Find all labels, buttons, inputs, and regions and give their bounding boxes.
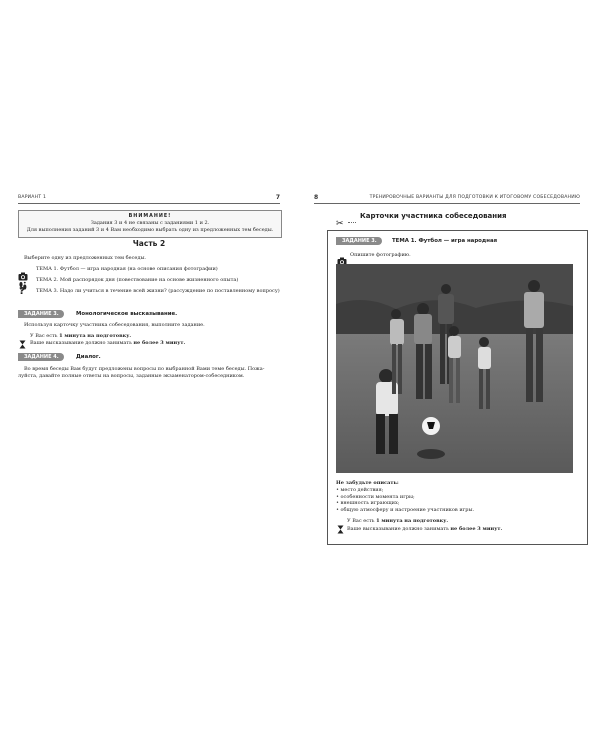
task-3-title: Монологическое высказывание. — [76, 311, 178, 317]
reminder-list — [336, 487, 474, 513]
football-photo — [336, 264, 573, 473]
topic-1-text: Футбол — игра народная (на основе описания фотографии) — [59, 266, 218, 272]
topic-1-label: ТЕМА 1. — [36, 266, 59, 272]
task-3-text: Используя карточку участника собеседования, выполните задание. — [24, 322, 205, 328]
list-item: • общую атмосферу и настроение участников игры. — [336, 506, 475, 513]
list-item: • особенности момента игры; — [336, 493, 415, 500]
card-title: Карточки участника собеседования — [360, 212, 507, 220]
task-3-limit — [30, 340, 185, 347]
notice-title: ВНИМАНИЕ! — [128, 214, 172, 219]
camera-icon — [18, 266, 28, 276]
topic-3-label: ТЕМА 3. — [36, 288, 59, 294]
list-item: • внешность играющих; — [336, 500, 400, 506]
topic-2 — [36, 277, 238, 284]
card-task-badge: ЗАДАНИЕ 3. — [336, 237, 382, 245]
notice-line-2: Для выполнения заданий 3 и 4 Вам необходимо выбрать одну из предложенных тем беседы. — [26, 227, 274, 233]
topic-2-text: Мой распорядок дня (повествование на основе жизненного опыта) — [59, 277, 239, 283]
question-icon: ? — [19, 286, 25, 297]
task-4-title: Диалог. — [76, 354, 101, 360]
task-3-limit-bold: не более 3 минут. — [133, 340, 186, 346]
task-4-text-1: Во время беседы Вам будут предложены вопросы по выбранной Вами теме беседы. Пожа- — [24, 366, 265, 372]
list-item: • место действия; — [336, 487, 384, 493]
card-limit-bold: не более 3 минут. — [450, 526, 503, 532]
card-time-prefix: У Вас есть — [347, 518, 377, 524]
task-3-badge: ЗАДАНИЕ 3. — [18, 310, 64, 318]
task-4-text-2: луйста, давайте полные ответы на вопросы, заданные экзаменатором-собеседником. — [18, 373, 245, 379]
cut-line — [348, 222, 356, 223]
card-limit-prefix: Ваше высказывание должно занимать — [347, 526, 451, 532]
left-running-header — [18, 194, 280, 204]
right-page-number: 8 — [314, 194, 319, 201]
hourglass-icon — [337, 519, 347, 529]
header-rule — [18, 203, 280, 204]
reminder-title: Не забудьте описать: — [336, 480, 399, 486]
topic-3 — [36, 288, 280, 295]
notice-box — [18, 210, 282, 238]
instruction-text: Выберите одну из предложенных тем беседы. — [24, 255, 147, 261]
right-page — [300, 0, 600, 750]
task-3-time — [30, 333, 131, 340]
card-time — [347, 518, 448, 525]
task-3-limit-prefix: Ваше высказывание должно занимать — [30, 340, 134, 346]
card-limit — [347, 526, 502, 533]
describe-instruction: Опишите фотографию. — [350, 252, 411, 258]
card-topic: ТЕМА 1. Футбол — игра народная — [392, 238, 498, 244]
topic-2-label: ТЕМА 2. — [36, 277, 59, 283]
book-title-header: ТРЕНИРОВОЧНЫЕ ВАРИАНТЫ ДЛЯ ПОДГОТОВКИ К ИТОГОВОМУ СОБЕСЕДОВАНИЮ — [369, 195, 580, 200]
hourglass-icon — [19, 334, 29, 344]
card-time-bold: 1 минута на подготовку. — [376, 518, 449, 524]
topic-3-text: Надо ли учиться в течение всей жизни? (рассуждение по поставленному вопросу) — [59, 288, 280, 294]
left-page-number: 7 — [275, 194, 280, 201]
camera-icon — [337, 251, 347, 261]
header-rule — [314, 203, 580, 204]
notice-line-1: Задания 3 и 4 не связаны с заданиями 1 и 2. — [90, 220, 210, 226]
task-3-time-bold: 1 минута на подготовку. — [59, 333, 132, 339]
topic-1 — [36, 266, 218, 273]
right-running-header — [314, 194, 580, 204]
footprints-icon — [18, 276, 28, 286]
variant-label: ВАРИАНТ 1 — [18, 195, 47, 200]
task-3-time-prefix: У Вас есть — [30, 333, 60, 339]
part-title: Часть 2 — [132, 239, 166, 248]
task-4-badge: ЗАДАНИЕ 4. — [18, 353, 64, 361]
scissors-icon: ✂ — [336, 219, 344, 229]
